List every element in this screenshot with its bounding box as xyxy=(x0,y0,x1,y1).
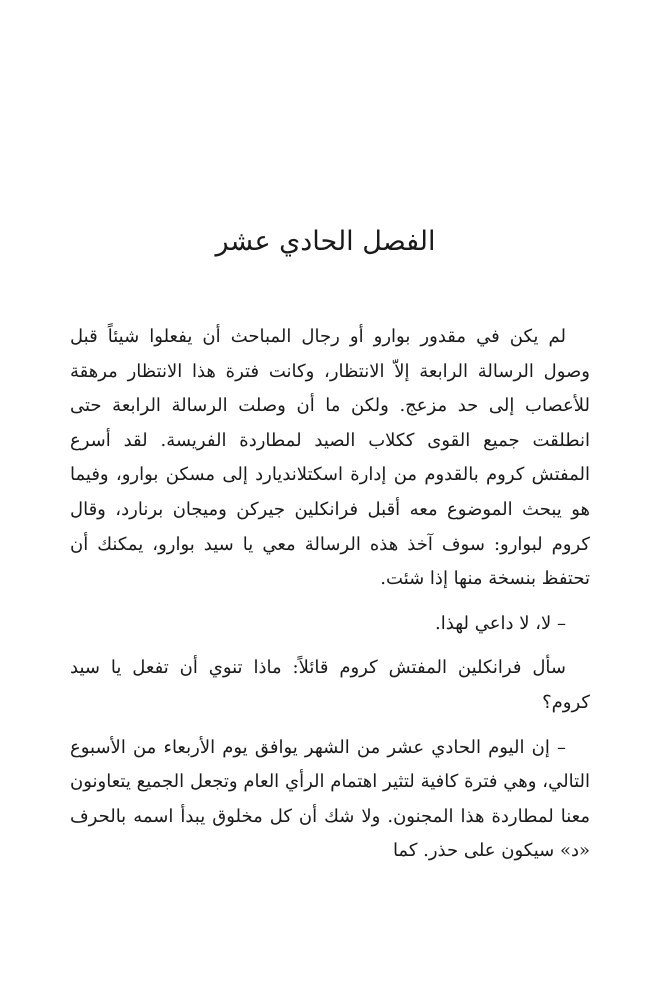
chapter-body xyxy=(70,320,590,869)
paragraph-3: سأل فرانكلين المفتش كروم قائلاً: ماذا تنوي أن تفعل يا سيد كروم؟ xyxy=(70,657,590,713)
chapter-title: الفصل الحادي عشر xyxy=(215,226,436,257)
paragraph-4: – إن اليوم الحادي عشر من الشهر يوافق يوم الأربعاء من الأسبوع التالي، وهي فترة كافية لتثير اهتمام الرأي العام وتجعل الجميع يتعاونون معنا لمطاردة هذا المجنون. ولا شك أن كل مخلوق يبدأ اسمه بالحرف «د» سيكون على حذر. كما xyxy=(70,736,590,862)
paragraph-1: لم يكن في مقدور بوارو أو رجال المباحث أن يفعلوا شيئاً قبل وصول الرسالة الرابعة إلاّ الانتظار، وكانت فترة هذا الانتظار مرهقة للأعصاب إلى حد مزعج. ولكن ما أن وصلت الرسالة الرابعة حتى انطلقت جميع القوى ككلاب الصيد لمطاردة الفريسة. لقد أسرع المفتش كروم بالقدوم من إدارة اسكتلانديارد إلى مسكن بوارو، وفيما هو يبحث الموضوع معه أقبل فرانكلين جيركن وميجان برنارد، وقال كروم لبوارو: سوف آخذ هذه الرسالة معي يا سيد بوارو، يمكنك أن تحتفظ بنسخة منها إذا شئت. xyxy=(70,326,590,590)
paragraph-2: – لا، لا داعي لهذا. xyxy=(435,612,566,634)
